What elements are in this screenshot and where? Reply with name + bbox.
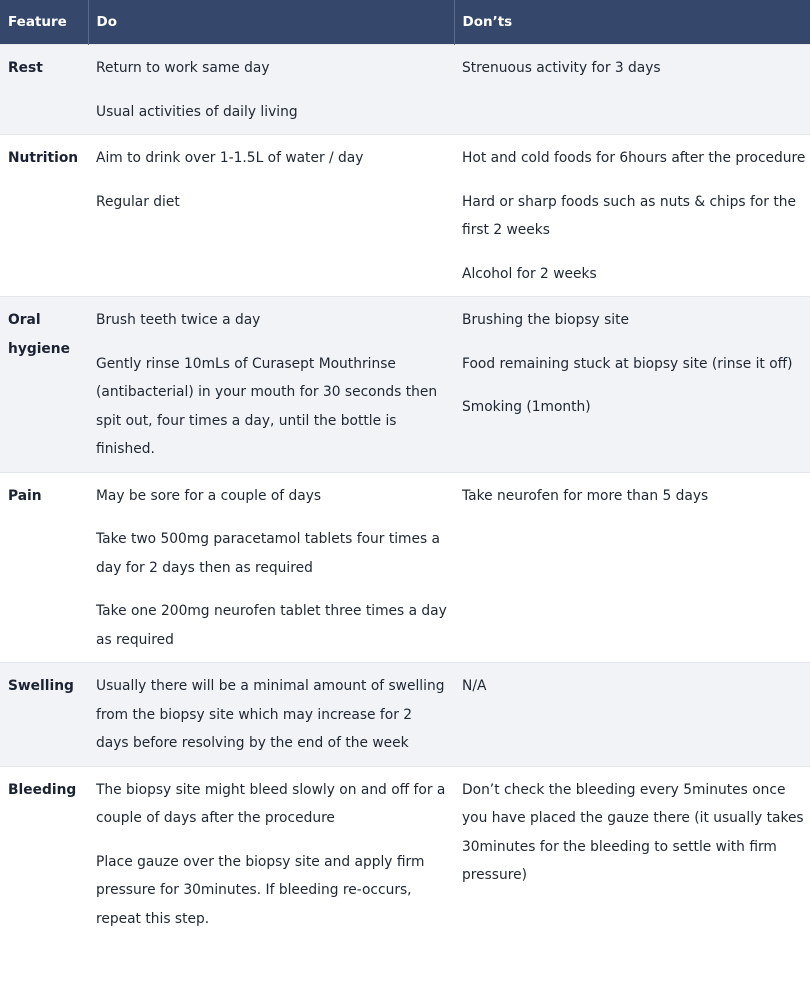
dont-item: Hot and cold foods for 6hours after the procedure [462, 150, 806, 166]
header-feature: Feature [0, 0, 88, 45]
do-cell [88, 297, 454, 473]
do-item: May be sore for a couple of days [96, 487, 322, 504]
feature-cell: Bleeding [0, 766, 88, 941]
dont-item: Take neurofen for more than 5 days [462, 487, 709, 504]
do-item: The biopsy site might bleed slowly on and off for a couple of days after the procedure [96, 781, 446, 826]
feature-cell: Nutrition [0, 135, 88, 297]
dont-item: Brushing the biopsy site [462, 312, 630, 328]
feature-cell: Oral hygiene [0, 297, 88, 473]
dont-item: Alcohol for 2 weeks [462, 265, 597, 282]
dont-cell [454, 45, 810, 135]
do-cell [88, 472, 454, 663]
table-row [0, 766, 810, 941]
do-item: Aim to drink over 1-1.5L of water / day [96, 150, 364, 166]
dont-item: Hard or sharp foods such as nuts & chips for the first 2 weeks [462, 193, 796, 238]
table-row [0, 663, 810, 767]
do-cell [88, 766, 454, 941]
dont-cell [454, 135, 810, 297]
do-item: Return to work same day [96, 60, 270, 76]
do-item: Usual activities of daily living [96, 103, 298, 120]
do-cell [88, 663, 454, 767]
header-dont: Don’ts [454, 0, 810, 45]
do-item: Take one 200mg neurofen tablet three times a day as required [96, 603, 447, 648]
dont-cell [454, 472, 810, 663]
table-row [0, 297, 810, 473]
do-item: Gently rinse 10mLs of Curasept Mouthrinse (antibacterial) in your mouth for 30 seconds then spit out, four times a day, until the bottle is finished. [96, 355, 438, 457]
header-do: Do [88, 0, 454, 45]
do-item: Place gauze over the biopsy site and apply firm pressure for 30minutes. If bleeding re-occurs, repeat this step. [96, 853, 425, 927]
header-row [0, 0, 810, 45]
do-cell [88, 135, 454, 297]
dont-item: N/A [462, 678, 487, 694]
dont-cell [454, 297, 810, 473]
do-cell [88, 45, 454, 135]
dont-item: Food remaining stuck at biopsy site (rinse it off) [462, 355, 793, 372]
dont-cell [454, 766, 810, 941]
do-item: Regular diet [96, 193, 180, 210]
table-row [0, 45, 810, 135]
feature-cell: Swelling [0, 663, 88, 767]
dont-item: Smoking (1month) [462, 399, 591, 415]
feature-cell: Pain [0, 472, 88, 663]
do-item: Brush teeth twice a day [96, 312, 261, 328]
do-item: Usually there will be a minimal amount of swelling from the biopsy site which may increase for 2 days before resolving by the end of the week [96, 678, 445, 751]
do-item: Take two 500mg paracetamol tablets four times a day for 2 days then as required [96, 531, 441, 576]
dont-item: Strenuous activity for 3 days [462, 60, 661, 76]
dont-item: Don’t check the bleeding every 5minutes once you have placed the gauze there (it usually takes 30minutes for the bleeding to settle with firm pressure) [462, 781, 804, 883]
table-row [0, 472, 810, 663]
feature-cell: Rest [0, 45, 88, 135]
table-row [0, 135, 810, 297]
dont-cell [454, 663, 810, 767]
